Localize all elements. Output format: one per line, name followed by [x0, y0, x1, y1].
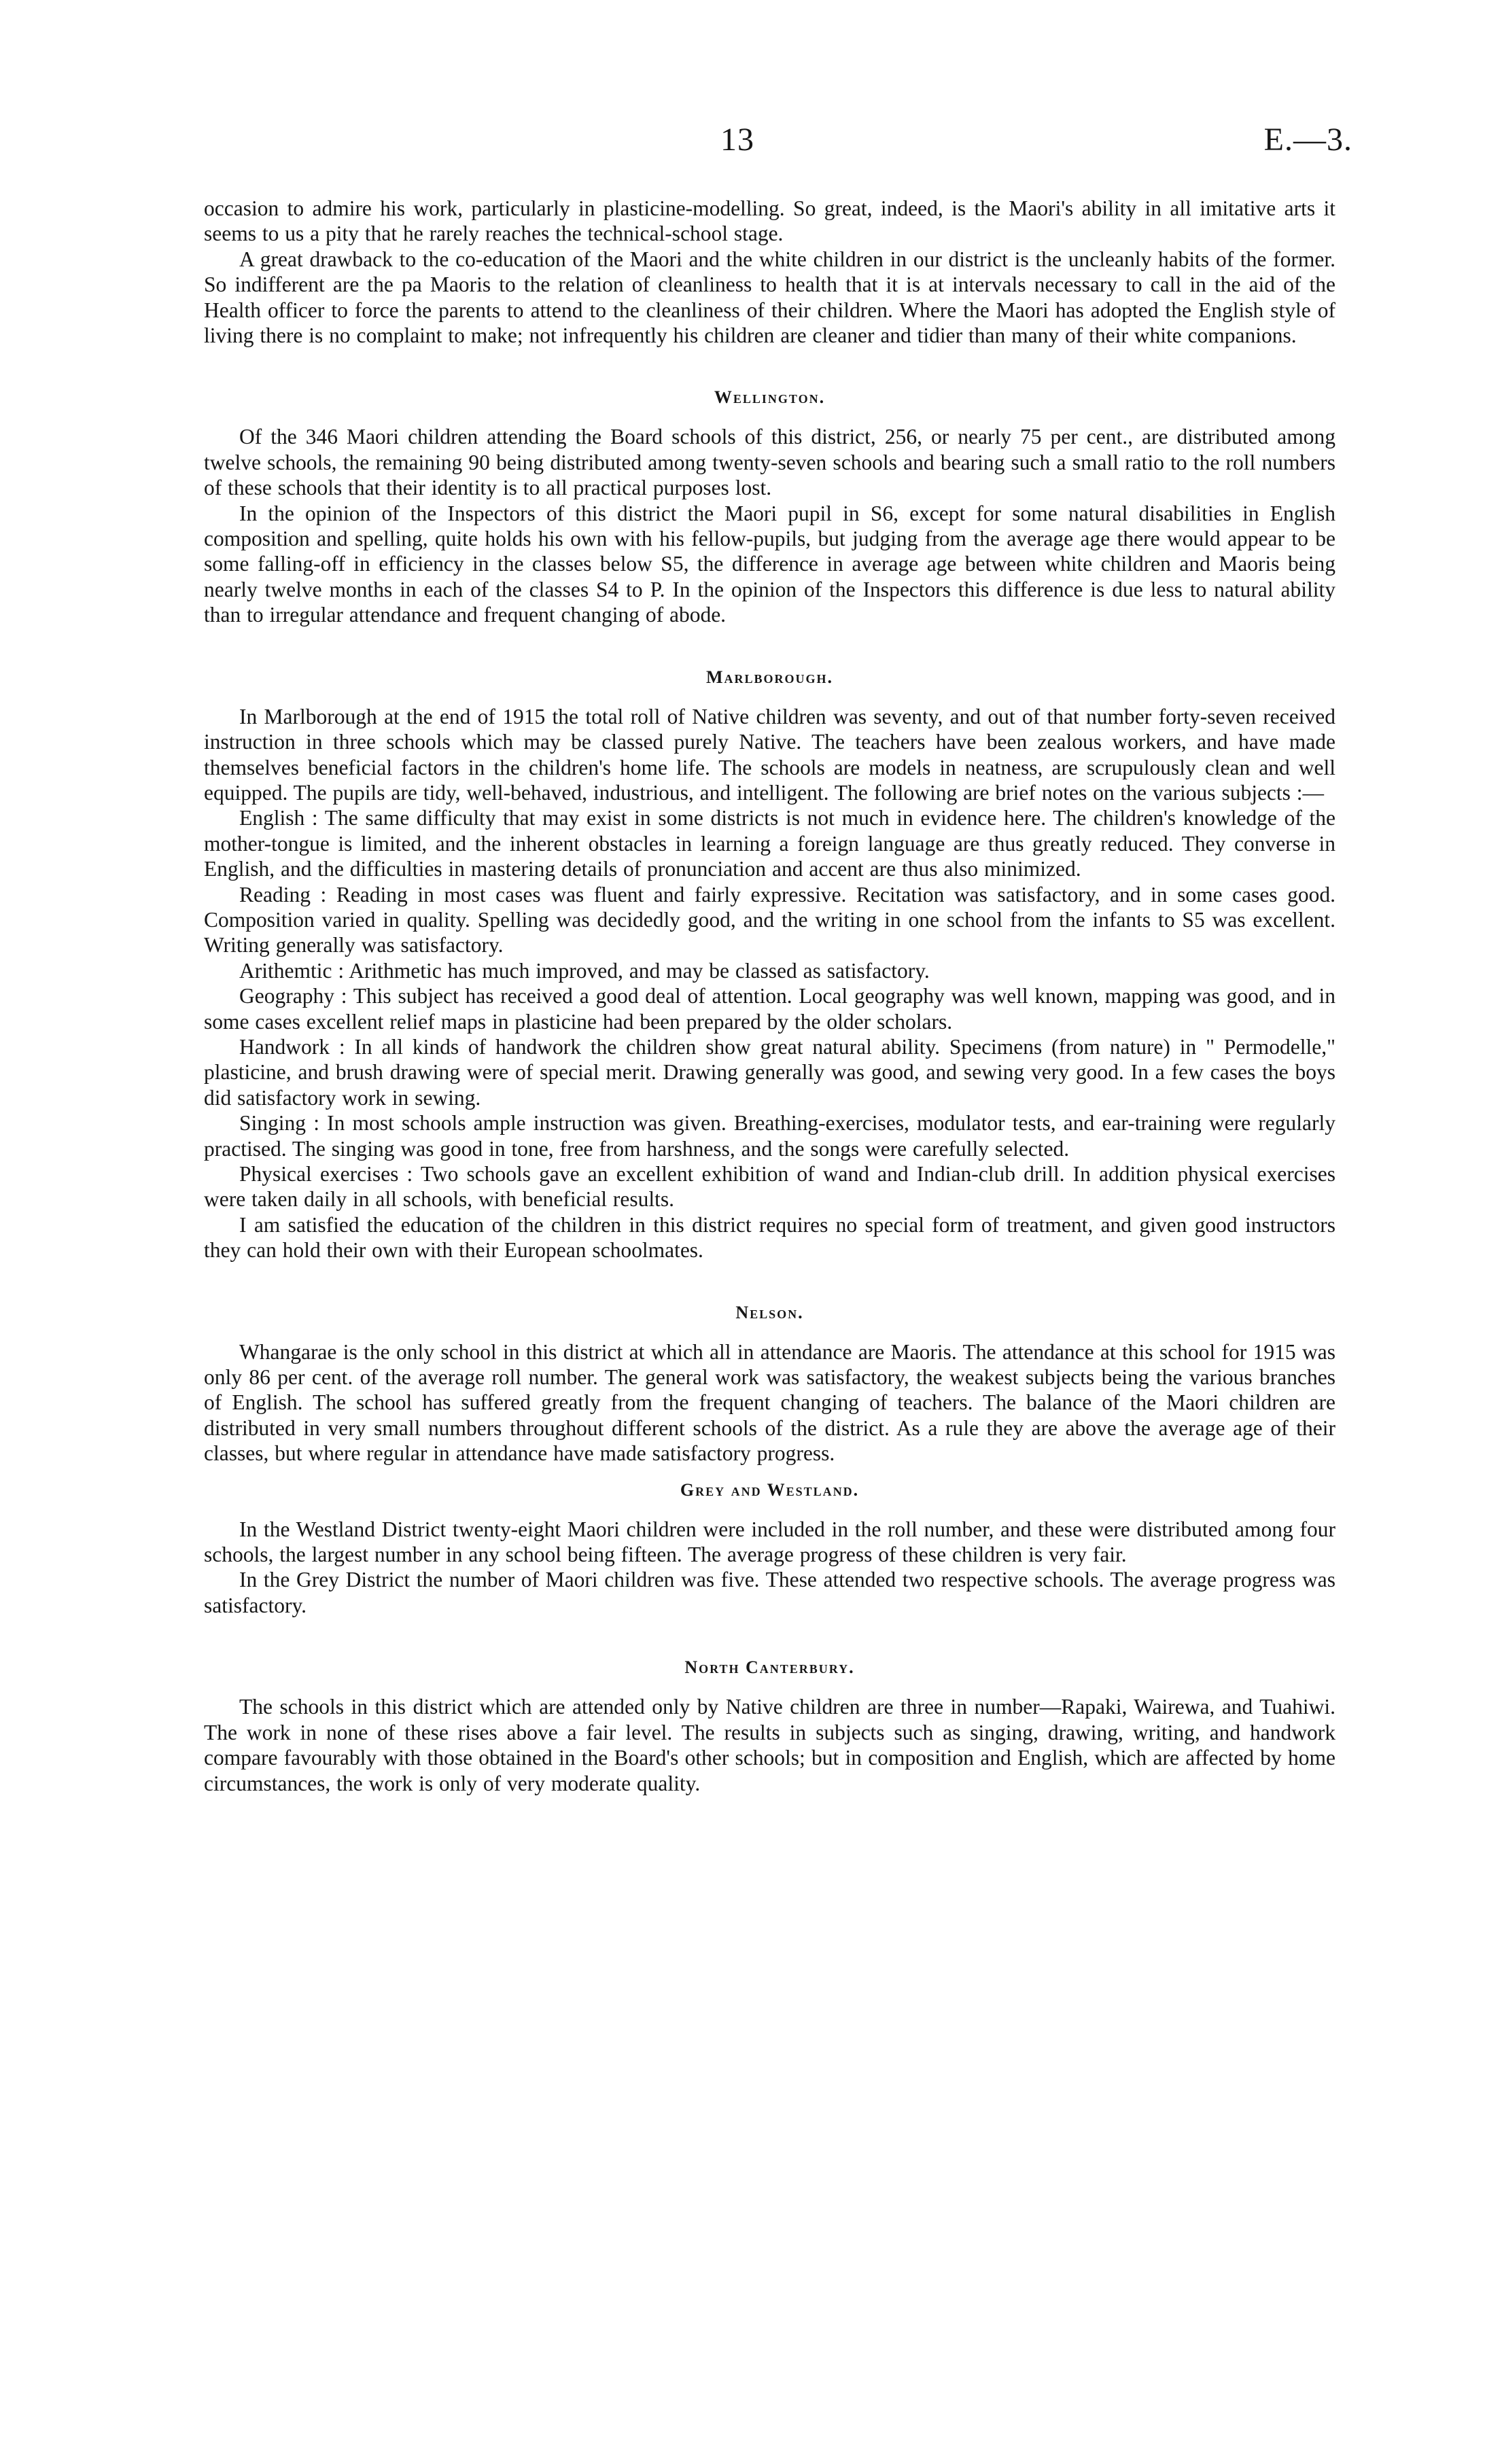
wellington-paragraph-1: Of the 346 Maori children attending the Board schools of this district, 256, or nearly 75 per cent., are distributed among twelve schools, the remaining 90 being distributed among twenty-seven schools and bearing such a small ratio to the roll numbers of these schools that their identity is to all practical purposes lost. — [204, 425, 1335, 500]
page-body — [204, 196, 1335, 1796]
marlborough-english: English : The same difficulty that may exist in some districts is not much in evidence here. The children's knowledge of the mother-tongue is limited, and the inherent obstacles in learning a foreign language are thus greatly reduced. They converse in English, and the difficulties in mastering details of pronunciation and accent are thus also minimized. — [204, 806, 1335, 881]
marlborough-handwork: Handwork : In all kinds of handwork the children show great natural ability. Specimens (from nature) in " Permodelle," plasticine, and brush drawing were of special merit. Drawing generally was good, and sewing very good. In a few cases the boys did satisfactory work in sewing. — [204, 1034, 1335, 1110]
marlborough-physical: Physical exercises : Two schools gave an excellent exhibition of wand and Indian-club drill. In addition physical exercises were taken daily in all schools, with beneficial results. — [204, 1162, 1335, 1212]
marlborough-arithmetic: Arithemtic : Arithmetic has much improved, and may be classed as satisfactory. — [239, 958, 930, 983]
north-canterbury-paragraph-1: The schools in this district which are attended only by Native children are three in number—Rapaki, Wairewa, and Tuahiwi. The work in none of these rises above a fair level. The results in subjects such as singing, drawing, writing, and handwork compare favourably with those obtained in the Board's other schools; but in composition and English, which are affected by home circumstances, the work is only of very moderate quality. — [204, 1695, 1335, 1795]
wellington-paragraph-2: In the opinion of the Inspectors of this district the Maori pupil in S6, except for some natural disabilities in English composition and spelling, quite holds his own with his fellow-pupils, but judging from the average age there would appear to be some falling-off in efficiency in the classes below S5, the difference in average age between white children and Maoris being nearly twelve months in each of the classes S4 to P. In the opinion of the Inspectors this difference is due less to natural ability than to irregular attendance and frequent changing of abode. — [204, 501, 1335, 627]
nelson-paragraph-1: Whangarae is the only school in this district at which all in attendance are Maoris. The attendance at this school for 1915 was only 86 per cent. of the average roll number. The general work was satisfactory, the weakest subjects being the various branches of English. The school has suffered greatly from the frequent changing of teachers. The balance of the Maori children are distributed in very small numbers throughout different schools of the district. As a rule they are above the average age of their classes, but where regular in attendance have made satisfactory progress. — [204, 1339, 1335, 1466]
section-title-grey-westland: Grey and Westland. — [680, 1479, 860, 1500]
section-title-north-canterbury: North Canterbury. — [684, 1657, 855, 1678]
document-reference: E.—3. — [1263, 122, 1352, 158]
section-title-wellington: Wellington. — [714, 387, 826, 408]
intro-paragraph-1: occasion to admire his work, particularly in plasticine-modelling. So great, indeed, is the Maori's ability in all imitative arts it seems to us a pity that he rarely reaches the technical-school stage. — [204, 196, 1335, 246]
section-title-marlborough: Marlborough. — [705, 667, 834, 687]
section-title-nelson: Nelson. — [735, 1302, 804, 1322]
marlborough-closing: I am satisfied the education of the children in this district requires no special form of treatment, and given good instructors they can hold their own with their European schoolmates. — [204, 1212, 1335, 1263]
marlborough-geography: Geography : This subject has received a good deal of attention. Local geography was well known, mapping was good, and in some cases excellent relief maps in plasticine had been prepared by the older scholars. — [204, 984, 1335, 1034]
marlborough-reading: Reading : Reading in most cases was fluent and fairly expressive. Recitation was satisfactory, and in some cases good. Composition varied in quality. Spelling was decidedly good, and the writing in one school from the infants to S5 was excellent. Writing generally was satisfactory. — [204, 882, 1335, 957]
grey-westland-paragraph-1: In the Westland District twenty-eight Maori children were included in the roll number, and these were distributed among four schools, the largest number in any school being fifteen. The average progress of these children is very fair. — [204, 1517, 1335, 1567]
page-header — [204, 121, 1352, 169]
marlborough-singing: Singing : In most schools ample instruction was given. Breathing-exercises, modulator tests, and ear-training were regularly practised. The singing was good in tone, free from harshness, and the songs were carefully selected. — [204, 1111, 1335, 1161]
grey-westland-paragraph-2: In the Grey District the number of Maori children was five. These attended two respective schools. The average progress was satisfactory. — [204, 1568, 1335, 1617]
intro-paragraph-2: A great drawback to the co-education of the Maori and the white children in our district is the uncleanly habits of the former. So indifferent are the pa Maoris to the relation of cleanliness to health that it is at intervals necessary to call in the aid of the Health officer to force the parents to attend to the cleanliness of their children. Where the Maori has adopted the English style of living there is no complaint to make; not infrequently his children are cleaner and tidier than many of their white companions. — [204, 247, 1335, 348]
marlborough-paragraph-1: In Marlborough at the end of 1915 the total roll of Native children was seventy, and out of that number forty-seven received instruction in three schools which may be classed purely Native. The teachers have been zealous workers, and have made themselves beneficial factors in the children's home life. The schools are models in neatness, are scrupulously clean and well equipped. The pupils are tidy, well-behaved, industrious, and intelligent. The following are brief notes on the various subjects :— — [204, 704, 1335, 805]
page-number: 13 — [720, 122, 754, 158]
